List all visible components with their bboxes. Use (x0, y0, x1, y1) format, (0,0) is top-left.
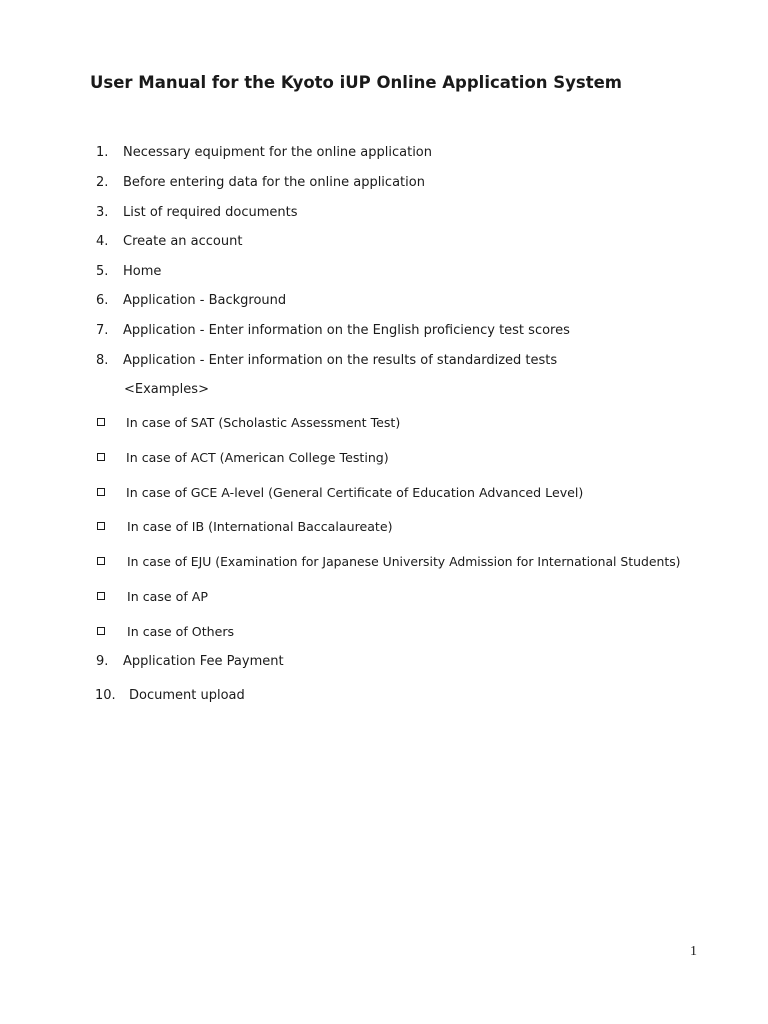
toc-item-text: Application - Enter information on the English proficiency test scores (123, 323, 570, 338)
toc-item-number: 9. (96, 654, 109, 669)
toc-item-number: 10. (95, 688, 116, 703)
checkbox-icon (97, 453, 105, 461)
toc-item-text: Necessary equipment for the online application (123, 145, 433, 160)
toc-item-number: 2. (96, 175, 109, 190)
toc-item-number: 8. (96, 353, 109, 368)
toc-item-text: Application - Background (123, 293, 287, 308)
document-title: User Manual for the Kyoto iUP Online Application System (90, 73, 623, 92)
examples-label: <Examples> (124, 382, 209, 397)
example-item-text: In case of IB (International Baccalaureate) (127, 519, 393, 534)
example-item-text: In case of AP (127, 589, 209, 604)
example-item-text: In case of Others (127, 624, 235, 639)
example-item-text: In case of ACT (American College Testing) (126, 450, 389, 465)
example-item-text: In case of SAT (Scholastic Assessment Test) (126, 415, 401, 430)
checkbox-icon (97, 627, 105, 635)
toc-item-number: 4. (96, 234, 109, 249)
checkbox-icon (97, 418, 105, 426)
toc-item-number: 3. (96, 205, 109, 220)
toc-item-text: Create an account (123, 234, 243, 249)
toc-item-text: Before entering data for the online application (123, 175, 425, 190)
checkbox-icon (97, 592, 105, 600)
toc-item-number: 7. (96, 323, 109, 338)
checkbox-icon (97, 557, 105, 565)
checkbox-icon (97, 488, 105, 496)
toc-item-number: 5. (96, 264, 109, 279)
toc-item-text: Home (123, 264, 162, 279)
page-number: 1 (690, 944, 697, 959)
toc-item-text: Application Fee Payment (123, 654, 284, 669)
checkbox-icon (97, 522, 105, 530)
toc-item-number: 6. (96, 293, 109, 308)
example-item-text: In case of GCE A-level (General Certificate of Education Advanced Level) (126, 485, 584, 500)
toc-item-text: Document upload (129, 688, 245, 703)
example-item-text: In case of EJU (Examination for Japanese University Admission for International Students) (127, 554, 681, 569)
toc-item-text: Application - Enter information on the results of standardized tests (123, 353, 558, 368)
toc-item-text: List of required documents (123, 205, 298, 220)
toc-item-number: 1. (96, 145, 109, 160)
